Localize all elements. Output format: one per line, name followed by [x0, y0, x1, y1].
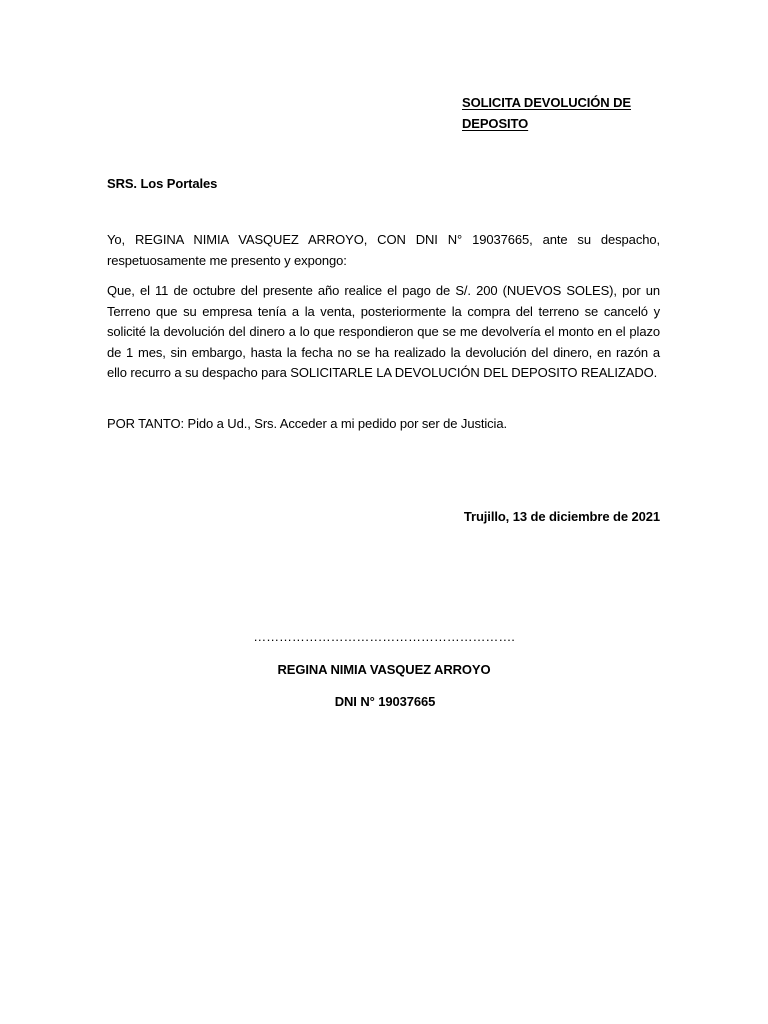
subject-line-1: SOLICITA DEVOLUCIÓN DE — [462, 95, 631, 110]
main-paragraph: Que, el 11 de octubre del presente año realice el pago de S/. 200 (NUEVOS SOLES), por un Terreno que su empresa tenía a la venta, posteriormente la compra del terreno se canceló y solicité la devolución del dinero a lo que respondieron que se me devolvería el monto en el plazo de 1 mes, sin embargo, hasta la fecha no se ha realizado la devolución del dinero, en razón a ello recurro a su despacho para SOLICITARLE LA DEVOLUCIÓN DEL DEPOSITO REALIZADO. — [107, 283, 660, 380]
signature-name: REGINA NIMIA VASQUEZ ARROYO — [277, 662, 491, 677]
subject-line-2: DEPOSITO — [462, 116, 529, 131]
place-date: Trujillo, 13 de diciembre de 2021 — [463, 509, 660, 524]
signature-dni: DNI N° 19037665 — [334, 694, 436, 709]
closing-paragraph: POR TANTO: Pido a Ud., Srs. Acceder a mi pedido por ser de Justicia. — [107, 416, 507, 431]
intro-paragraph: Yo, REGINA NIMIA VASQUEZ ARROYO, CON DNI N° 19037665, ante su despacho, respetuosamente me presento y expongo: — [107, 232, 660, 268]
subject-heading — [462, 92, 672, 134]
addressee: SRS. Los Portales — [107, 176, 218, 191]
signature-line: ……………………………………………………. — [253, 629, 515, 644]
